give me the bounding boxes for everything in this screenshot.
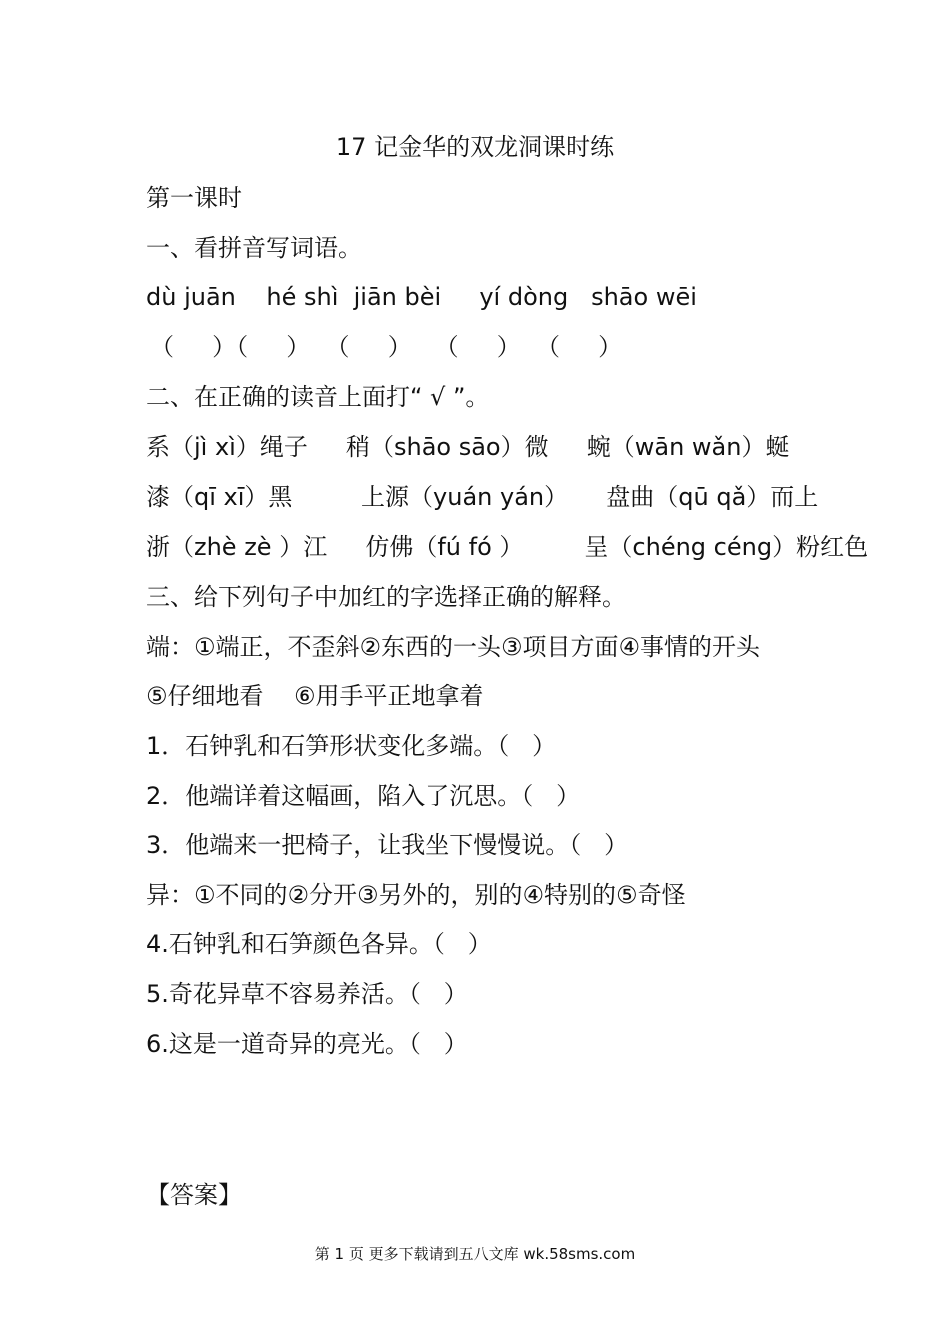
answer-blanks-row: （ ）（ ） （ ） （ ） （ ） (150, 333, 623, 361)
question-1: 1．石钟乳和石笋形状变化多端。（ ） (146, 732, 557, 760)
duan-definitions-line-2: ⑤仔细地看 ⑥用手平正地拿着 (146, 682, 484, 710)
pronunciation-row-3: 浙（zhè zè ）江 仿佛（fú fó ） 呈（chéng céng）粉红色 (146, 533, 869, 561)
section-3-heading: 三、给下列句子中加红的字选择正确的解释。 (146, 583, 626, 611)
answer-heading: 【答案】 (146, 1181, 242, 1209)
pinyin-row: dù juān hé shì jiān bèi yí dòng shāo wēi (146, 283, 697, 311)
question-3: 3．他端来一把椅子，让我坐下慢慢说。（ ） (146, 831, 629, 859)
question-5: 5.奇花异草不容易养活。（ ） (146, 980, 468, 1008)
pronunciation-row-1: 系（jì xì）绳子 稍（shāo sāo）微 蜿（wān wǎn）蜒 (146, 433, 790, 461)
question-6: 6.这是一道奇异的亮光。（ ） (146, 1030, 468, 1058)
question-2: 2．他端详着这幅画，陷入了沉思。（ ） (146, 782, 581, 810)
page-footer: 第 1 页 更多下载请到五八文库 wk.58sms.com (314, 1245, 636, 1263)
question-4: 4.石钟乳和石笋颜色各异。（ ） (146, 930, 492, 958)
yi-definitions: 异：①不同的②分开③另外的，别的④特别的⑤奇怪 (146, 881, 686, 909)
section-2-heading: 二、在正确的读音上面打“ √ ”。 (146, 383, 490, 411)
duan-definitions-line-1: 端：①端正，不歪斜②东西的一头③项目方面④事情的开头 (146, 633, 761, 661)
pronunciation-row-2: 漆（qī xī）黑 上源（yuán yán） 盘曲（qū qǎ）而上 (146, 483, 819, 511)
lesson-label: 第一课时 (146, 184, 242, 212)
section-1-heading: 一、看拼音写词语。 (146, 234, 362, 262)
page-title: 17 记金华的双龙洞课时练 (335, 133, 615, 161)
